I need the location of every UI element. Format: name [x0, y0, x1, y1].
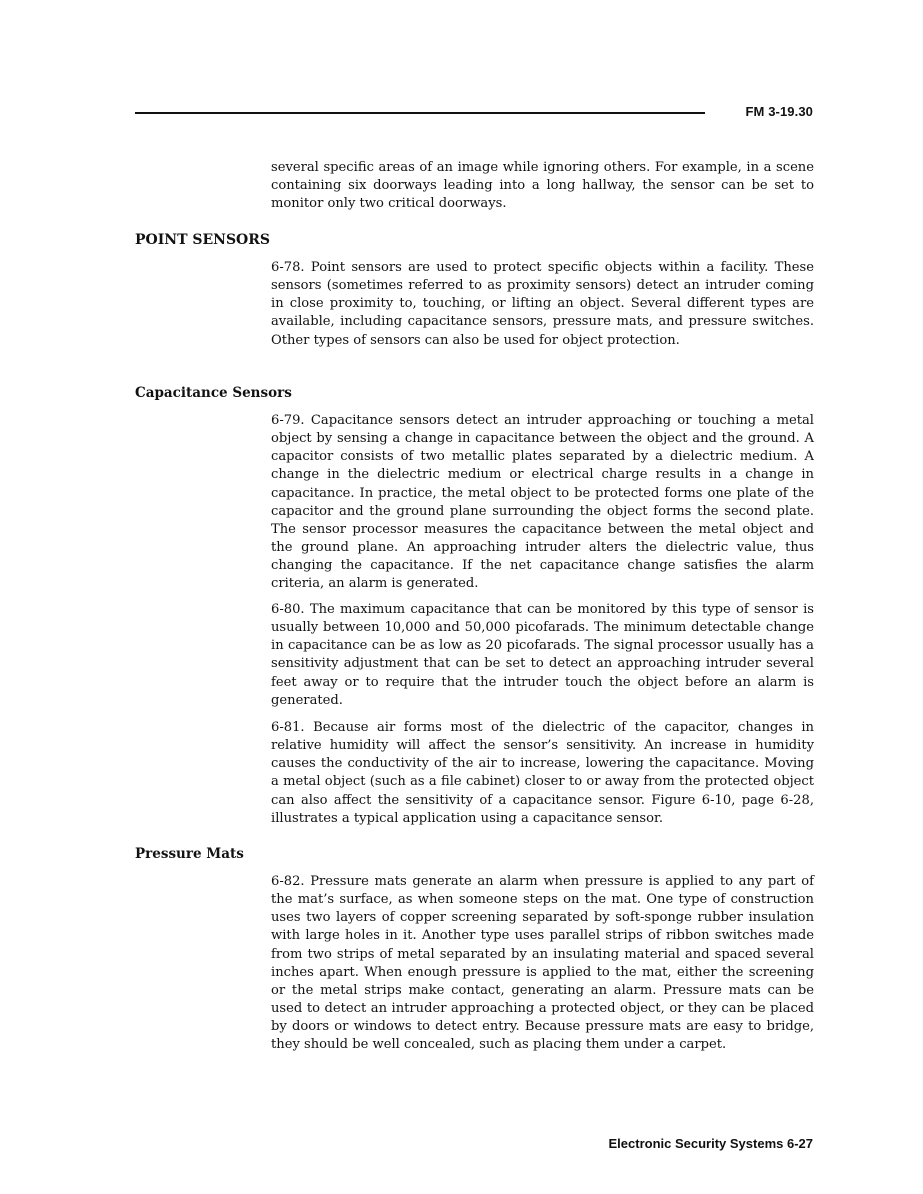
section-heading-point-sensors: POINT SENSORS	[135, 232, 270, 248]
paragraph-6-80: 6-80. The maximum capacitance that can be monitored by this type of sensor is usually between 10,000 and 50,000 picofarads. The minimum detectable change in capacitance can be as low as 20 picofarads. The signal processor usually has a sensitivity adjustment that can be set to detect an approaching intruder several feet away or to require that the intruder touch the object before an alarm is generated.	[271, 602, 814, 708]
page-footer: Electronic Security Systems 6-27	[608, 1136, 813, 1151]
subsection-heading-capacitance: Capacitance Sensors	[135, 385, 292, 401]
intro-paragraph: several specific areas of an image while ignoring others. For example, in a scene containing six doorways leading into a long hallway, the sensor can be set to monitor only two critical doorways.	[271, 160, 814, 212]
paragraph-6-82: 6-82. Pressure mats generate an alarm when pressure is applied to any part of the mat’s surface, as when someone steps on the mat. One type of construction uses two layers of copper screening separated by soft-sponge rubber insulation with large holes in it. Another type uses parallel strips of ribbon switches made from two strips of metal separated by an insulating material and spaced several inches apart. When enough pressure is applied to the mat, either the screening or the metal strips make contact, generating an alarm. Pressure mats can be used to detect an intruder approaching a protected object, or they can be placed by doors or windows to detect entry. Because pressure mats are easy to bridge, they should be well concealed, such as placing them under a carpet.	[271, 874, 814, 1053]
paragraph-6-78: 6-78. Point sensors are used to protect specific objects within a facility. These sensors (sometimes referred to as proximity sensors) detect an intruder coming in close proximity to, touching, or lifting an object. Several different types are available, including capacitance sensors, pressure mats, and pressure switches. Other types of sensors can also be used for object protection.	[271, 260, 814, 348]
paragraph-6-81: 6-81. Because air forms most of the dielectric of the capacitor, changes in relative humidity will affect the sensor’s sensitivity. An increase in humidity causes the conductivity of the air to increase, lowering the capacitance. Moving a metal object (such as a file cabinet) closer to or away from the protected object can also affect the sensitivity of a capacitance sensor. Figure 6-10, page 6-28, illustrates a typical application using a capacitance sensor.	[271, 720, 814, 826]
subsection-heading-pressure-mats: Pressure Mats	[135, 846, 244, 862]
header-rule	[135, 112, 705, 114]
doc-id: FM 3-19.30	[745, 104, 813, 119]
paragraph-6-79: 6-79. Capacitance sensors detect an intruder approaching or touching a metal object by sensing a change in capacitance between the object and the ground. A capacitor consists of two metallic plates separated by a dielectric medium. A change in the dielectric medium or electrical charge results in a change in capacitance. In practice, the metal object to be protected forms one plate of the capacitor and the ground plane surrounding the object forms the second plate. The sensor processor measures the capacitance between the metal object and the ground plane. An approaching intruder alters the dielectric value, thus changing the capacitance. If the net capacitance change satisfies the alarm criteria, an alarm is generated.	[271, 413, 814, 592]
